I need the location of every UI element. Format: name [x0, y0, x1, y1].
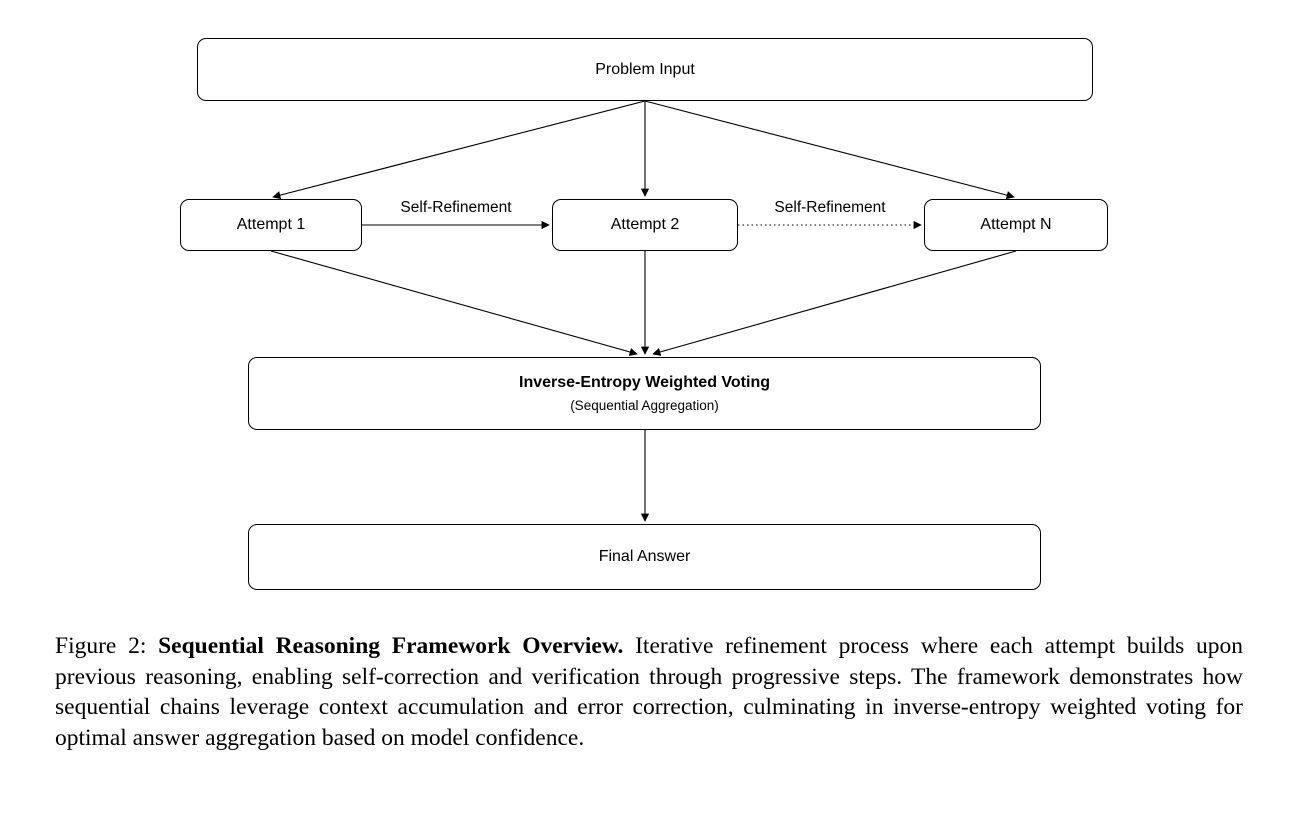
- node-attempt-1-label: Attempt 1: [236, 216, 306, 234]
- node-attempt-n-label: Attempt N: [980, 216, 1052, 234]
- node-final-answer: [248, 524, 1041, 590]
- node-voting: [248, 357, 1041, 430]
- arrow-problem-to-attemptn: [645, 101, 1014, 197]
- caption-body: Iterative refinement process where each attempt builds upon previous reasoning, enabling self-correction and verification through progressive steps. The framework demonstrates how sequential chains leverage context accumulation and error correction, culminating in inverse-entropy weighted voting for optimal answer aggregation based on model confidence.: [55, 633, 1244, 751]
- arrow-attemptn-to-voting: [653, 251, 1016, 354]
- node-attempt-2: [552, 199, 738, 251]
- node-attempt-1: [180, 199, 362, 251]
- node-attempt-n: [924, 199, 1108, 251]
- node-problem-input-label: Problem Input: [595, 60, 695, 78]
- node-final-answer-label: Final Answer: [598, 548, 691, 566]
- node-attempt-2-label: Attempt 2: [610, 216, 680, 234]
- node-problem-input: [197, 38, 1093, 101]
- self-refinement-label-1: Self-Refinement: [400, 199, 512, 216]
- figure-caption: [55, 631, 1243, 753]
- arrow-attempt1-to-voting: [271, 251, 637, 354]
- node-voting-title: Inverse-Entropy Weighted Voting: [519, 374, 770, 392]
- caption-prefix: Figure 2:: [55, 633, 147, 659]
- caption-title: Sequential Reasoning Framework Overview.: [158, 633, 624, 659]
- self-refinement-label-2: Self-Refinement: [774, 199, 886, 216]
- node-voting-subtitle: (Sequential Aggregation): [570, 397, 719, 413]
- arrow-problem-to-attempt1: [273, 101, 645, 197]
